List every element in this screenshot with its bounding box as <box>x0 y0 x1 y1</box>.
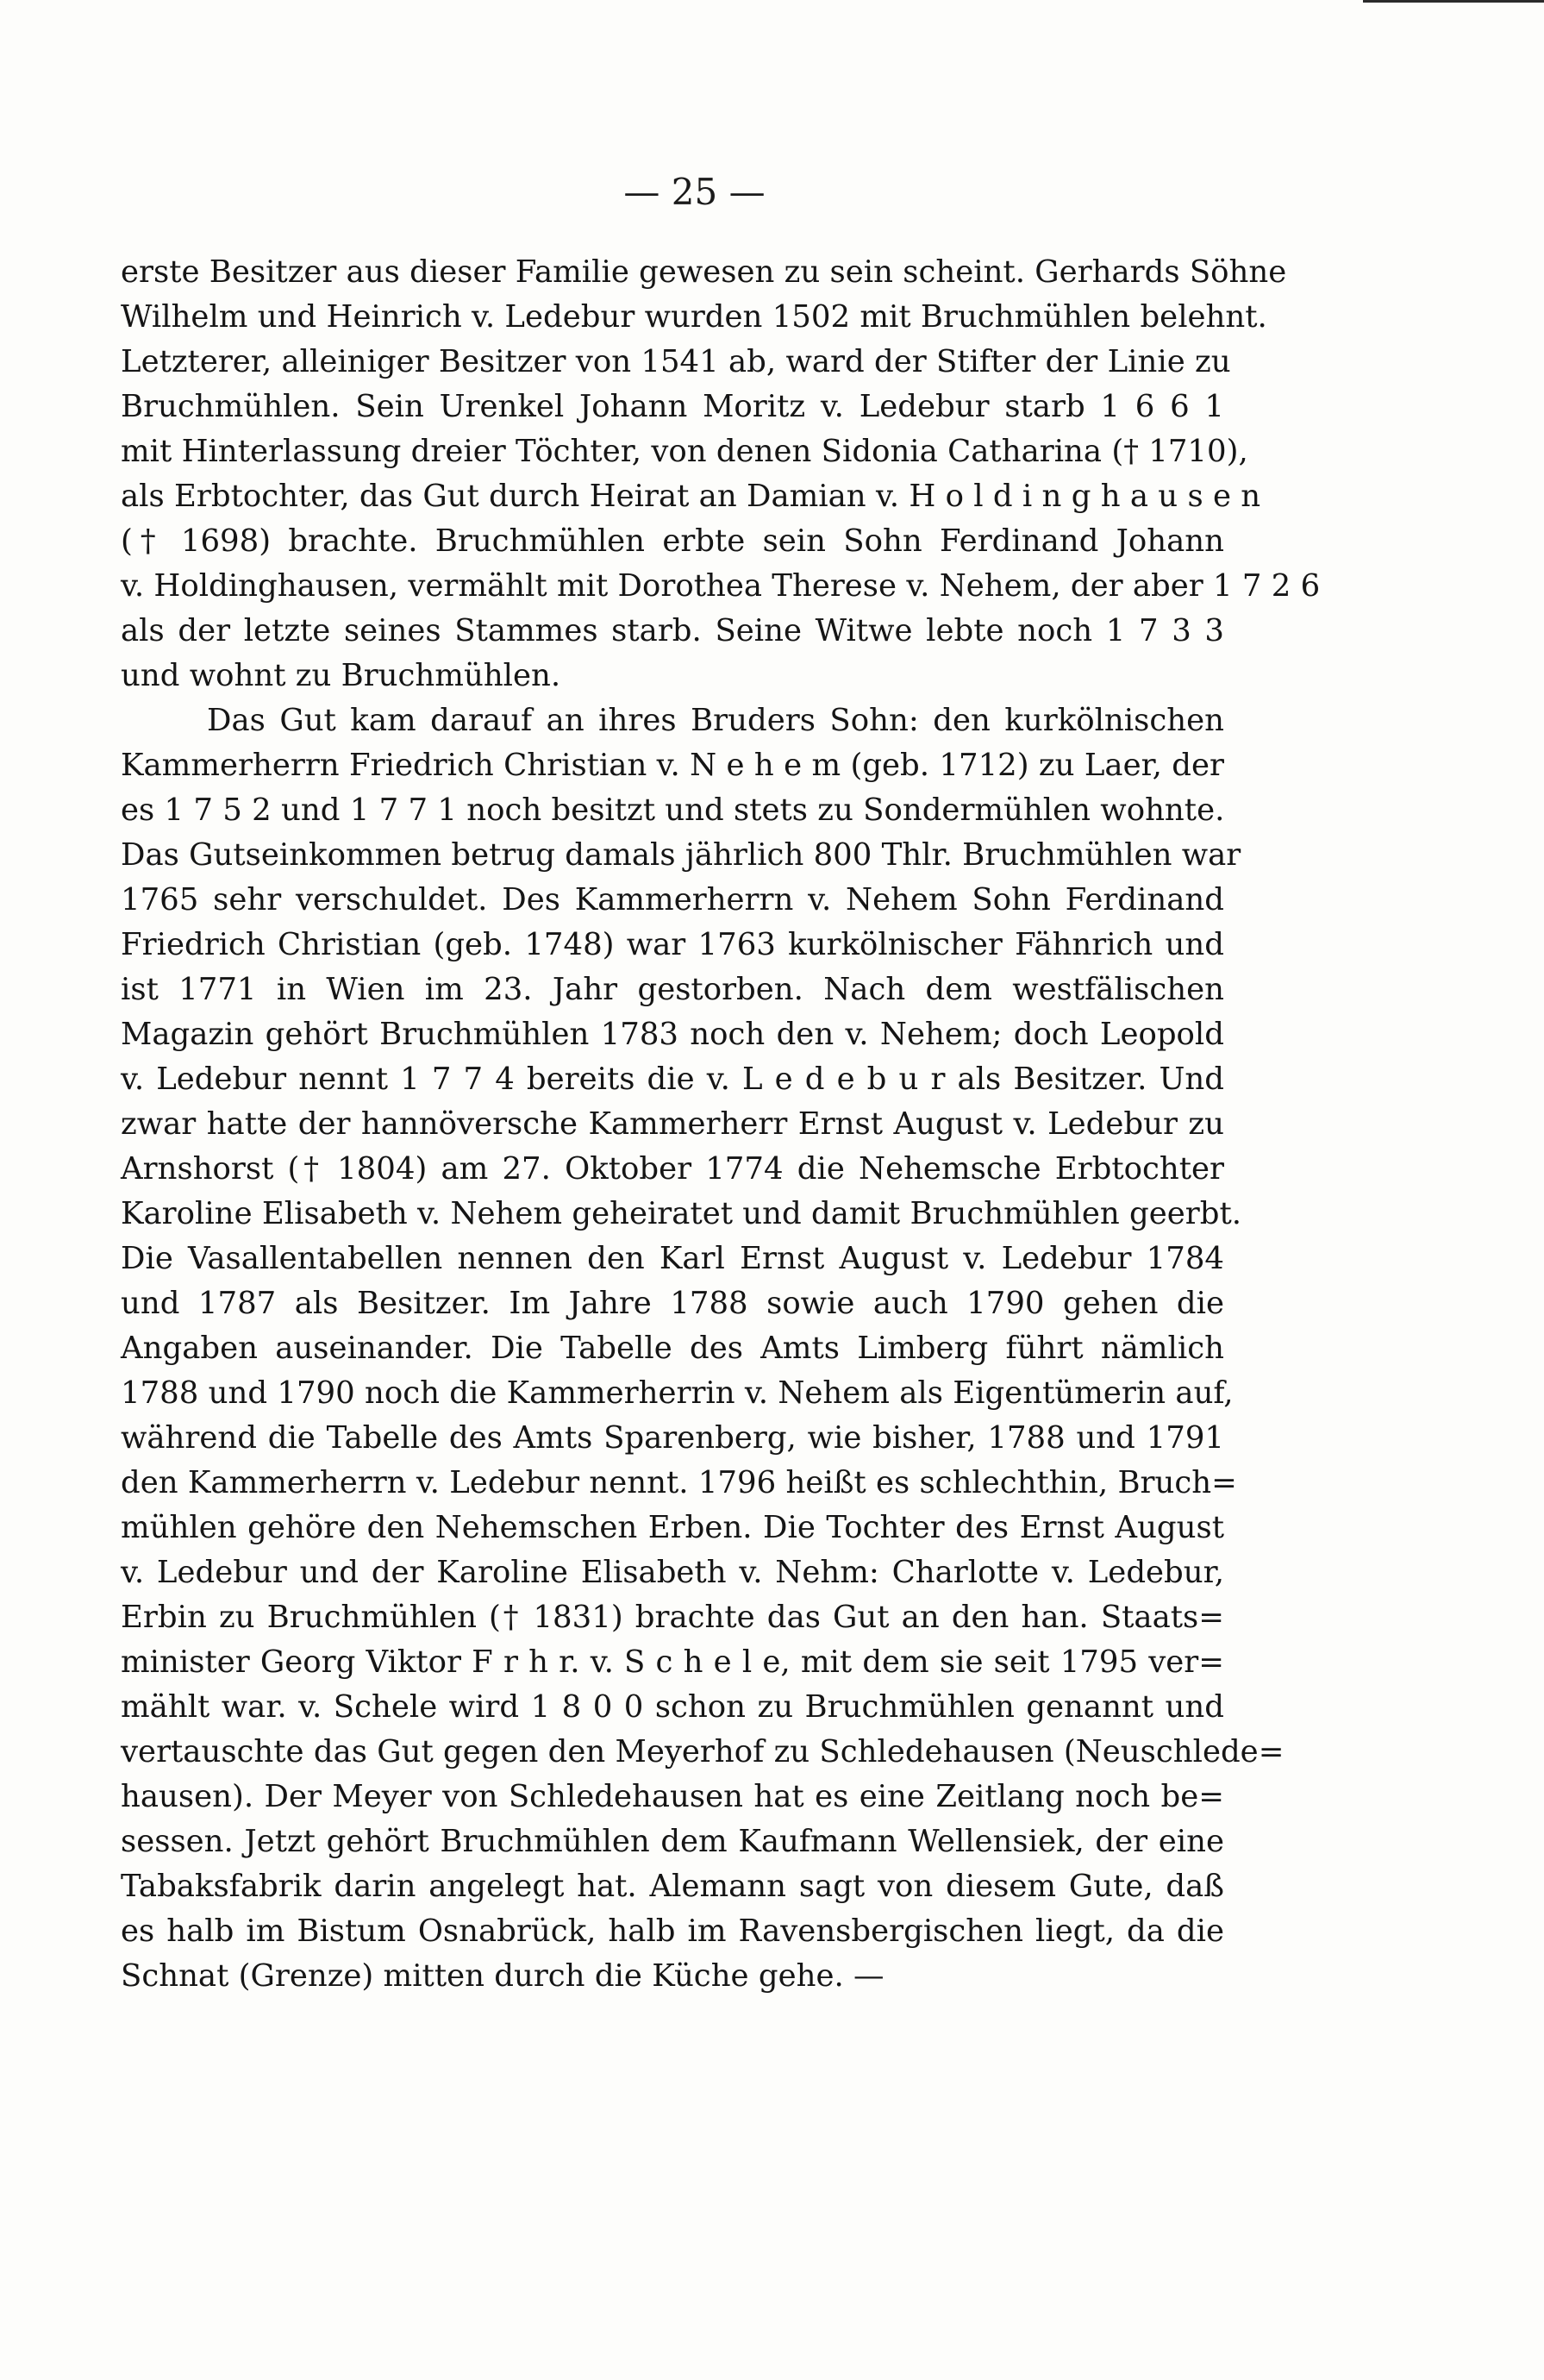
text-line: v. Holdinghausen, vermählt mit Dorothea Therese v. Nehem, der aber 1 7 2 6 <box>121 568 1321 604</box>
text-line: erste Besitzer aus dieser Familie gewesen zu sein scheint. Gerhards Söhne <box>121 254 1287 290</box>
text-line: minister Georg Viktor F r h r. v. S c h e l e, mit dem sie seit 1795 ver= <box>121 1644 1224 1680</box>
text-line: Schnat (Grenze) mitten durch die Küche gehe. — <box>121 1958 885 1994</box>
text-line: Karoline Elisabeth v. Nehem geheiratet und damit Bruchmühlen geerbt. <box>121 1196 1242 1231</box>
body-text <box>121 250 1321 1999</box>
text-line: mit Hinterlassung dreier Töchter, von denen Sidonia Catharina († 1710), <box>121 434 1248 469</box>
text-line: den Kammerherrn v. Ledebur nennt. 1796 heißt es schlechthin, Bruch= <box>121 1465 1237 1500</box>
text-line: und wohnt zu Bruchmühlen. <box>121 658 561 693</box>
text-line: als der letzte seines Stammes starb. Seine Witwe lebte noch 1 7 3 3 <box>121 613 1224 648</box>
text-line: sessen. Jetzt gehört Bruchmühlen dem Kaufmann Wellensiek, der eine <box>121 1824 1224 1859</box>
text-line: es halb im Bistum Osnabrück, halb im Ravensbergischen liegt, da die <box>121 1913 1224 1949</box>
text-line: Wilhelm und Heinrich v. Ledebur wurden 1502 mit Bruchmühlen belehnt. <box>121 299 1267 335</box>
text-line: († 1698) brachte. Bruchmühlen erbte sein Sohn Ferdinand Johann <box>121 523 1224 559</box>
text-line: Letzterer, alleiniger Besitzer von 1541 ab, ward der Stifter der Linie zu <box>121 344 1231 379</box>
text-line: Kammerherrn Friedrich Christian v. N e h e m (geb. 1712) zu Laer, der <box>121 748 1224 783</box>
text-line: Arnshorst († 1804) am 27. Oktober 1774 die Nehemsche Erbtochter <box>121 1151 1224 1187</box>
text-line: Magazin gehört Bruchmühlen 1783 noch den v. Nehem; doch Leopold <box>121 1017 1224 1052</box>
text-line: mühlen gehöre den Nehemschen Erben. Die Tochter des Ernst August <box>121 1510 1224 1545</box>
text-line: Angaben auseinander. Die Tabelle des Amts Limberg führt nämlich <box>121 1331 1224 1366</box>
text-line: Bruchmühlen. Sein Urenkel Johann Moritz v. Ledebur starb 1 6 6 1 <box>121 389 1224 424</box>
text-line: Die Vasallentabellen nennen den Karl Ernst August v. Ledebur 1784 <box>121 1241 1224 1276</box>
text-line: v. Ledebur und der Karoline Elisabeth v. Nehm: Charlotte v. Ledebur, <box>121 1555 1224 1590</box>
text-line: vertauschte das Gut gegen den Meyerhof zu Schledehausen (Neuschlede= <box>121 1734 1285 1769</box>
corner-rule <box>1363 0 1544 3</box>
text-line: 1765 sehr verschuldet. Des Kammerherrn v. Nehem Sohn Ferdinand <box>121 882 1224 918</box>
text-line: Das Gutseinkommen betrug damals jährlich 800 Thlr. Bruchmühlen war <box>121 837 1241 873</box>
text-line: Erbin zu Bruchmühlen († 1831) brachte das Gut an den han. Staats= <box>121 1600 1224 1635</box>
text-line: mählt war. v. Schele wird 1 8 0 0 schon zu Bruchmühlen genannt und <box>121 1689 1224 1725</box>
text-line: es 1 7 5 2 und 1 7 7 1 noch besitzt und stets zu Sondermühlen wohnte. <box>121 792 1225 828</box>
text-line: 1788 und 1790 noch die Kammerherrin v. Nehem als Eigentümerin auf, <box>121 1375 1234 1411</box>
text-line: Tabaksfabrik darin angelegt hat. Alemann sagt von diesem Gute, daß <box>121 1869 1224 1904</box>
text-line: hausen). Der Meyer von Schledehausen hat es eine Zeitlang noch be= <box>121 1779 1224 1814</box>
text-line: v. Ledebur nennt 1 7 7 4 bereits die v. L e d e b u r als Besitzer. Und <box>121 1062 1224 1097</box>
paragraph-start-line: Das Gut kam darauf an ihres Bruders Sohn: den kurkölnischen <box>207 703 1224 738</box>
text-line: ist 1771 in Wien im 23. Jahr gestorben. Nach dem westfälischen <box>121 972 1224 1007</box>
text-line: und 1787 als Besitzer. Im Jahre 1788 sowie auch 1790 gehen die <box>121 1286 1224 1321</box>
text-line: als Erbtochter, das Gut durch Heirat an Damian v. H o l d i n g h a u s e n <box>121 479 1261 514</box>
page-number: — 25 — <box>623 171 766 213</box>
text-line: Friedrich Christian (geb. 1748) war 1763 kurkölnischer Fähnrich und <box>121 927 1224 962</box>
text-line: während die Tabelle des Amts Sparenberg, wie bisher, 1788 und 1791 <box>121 1420 1224 1456</box>
text-line: zwar hatte der hannöversche Kammerherr Ernst August v. Ledebur zu <box>121 1106 1224 1142</box>
